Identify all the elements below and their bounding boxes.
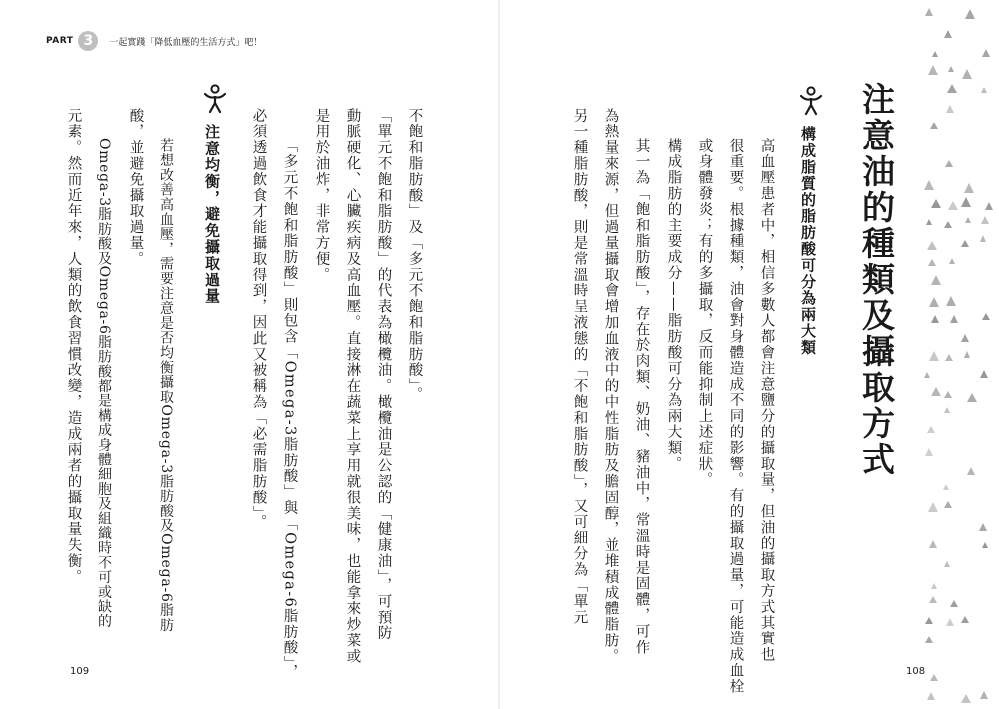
decor-triangle	[965, 217, 971, 223]
body-column: 很重要。根據種類，油會對身體造成不同的影響。有的攝取過量，可能造成血栓	[727, 138, 744, 695]
decor-triangle	[961, 694, 971, 703]
page-number-left: 109	[70, 666, 90, 677]
decor-triangle	[980, 235, 986, 242]
part-number-badge: 3	[78, 31, 98, 51]
decor-triangle	[926, 219, 932, 225]
decor-triangle	[950, 315, 958, 323]
decor-triangle	[927, 426, 935, 433]
decor-triangle	[961, 197, 971, 207]
decor-triangle	[944, 501, 952, 508]
decor-triangle	[949, 258, 955, 264]
part-label: PART	[46, 36, 74, 46]
person-icon	[202, 84, 228, 114]
decor-triangle	[930, 122, 938, 129]
decor-triangle	[961, 616, 969, 623]
decor-triangle	[982, 49, 990, 57]
page-gutter	[498, 0, 500, 709]
body-column: 高血壓患者中，相信多數人都會注意鹽分的攝取量，但油的攝取方式其實也	[758, 138, 775, 663]
decor-triangle	[931, 315, 939, 323]
decor-triangle	[925, 617, 933, 624]
decor-triangle	[928, 502, 938, 512]
body-column: 「多元不飽和脂肪酸」則包含「Omega-3脂肪酸」與「Omega-6脂肪酸」，	[281, 138, 298, 681]
decor-triangle	[931, 199, 941, 208]
body-column: 酸，並避免攝取過量。	[127, 108, 144, 267]
body-column: 若想改善高血壓，需要注意是否均衡攝取Omega-3脂肪酸及Omega-6脂肪	[158, 138, 174, 633]
decor-triangle	[950, 600, 958, 607]
decor-triangle	[927, 692, 935, 700]
body-column: 其一為「飽和脂肪酸」，存在於肉類、奶油、豬油中，常溫時是固體，可作	[633, 138, 650, 656]
decor-triangle	[967, 467, 975, 475]
body-column: 「單元不飽和脂肪酸」的代表為橄欖油。橄欖油是公認的「健康油」，可預防	[375, 108, 392, 642]
decor-triangle	[981, 216, 989, 224]
decor-triangle	[924, 372, 930, 378]
decor-triangle	[931, 275, 941, 285]
section-subheading: 構成脂質的脂肪酸可分為兩大類	[799, 126, 817, 356]
body-column: 不飽和脂肪酸」及「多元不飽和脂肪酸」。	[406, 108, 423, 403]
decor-triangle	[947, 84, 957, 93]
decor-triangle	[946, 105, 954, 113]
decor-triangle	[948, 66, 954, 72]
decor-triangle	[982, 542, 988, 548]
page-title: 注意油的種類及攝取方式	[857, 82, 896, 478]
person-icon	[798, 86, 824, 116]
decor-triangle	[944, 561, 950, 567]
chapter-title: 一起實踐「降低血壓的生活方式」吧！	[109, 37, 263, 48]
decor-triangle	[979, 523, 987, 531]
decor-triangle	[962, 69, 972, 79]
decor-triangle	[925, 8, 933, 16]
decor-triangle	[931, 387, 941, 396]
body-column: 另一種脂肪酸，則是常溫時呈液態的「不飽和脂肪酸」，又可細分為「單元	[571, 108, 588, 626]
decor-triangle	[946, 618, 954, 626]
decor-triangle	[929, 596, 937, 603]
decor-triangle	[961, 334, 969, 342]
section-subheading: 注意均衡，避免攝取過量	[203, 124, 221, 305]
body-column: 構成脂肪的主要成分——脂肪酸可分為兩大類。	[665, 138, 682, 472]
decor-triangle	[944, 391, 952, 398]
decor-triangle	[964, 351, 970, 358]
decor-triangle	[943, 484, 949, 490]
decor-triangle	[932, 51, 938, 57]
running-header	[46, 30, 262, 52]
decor-triangle	[924, 180, 934, 190]
decor-triangle	[948, 201, 958, 210]
decor-triangle	[961, 240, 969, 247]
triangle-pattern	[920, 0, 999, 709]
decor-triangle	[925, 636, 933, 643]
page-number-right: 108	[906, 666, 926, 677]
decor-triangle	[980, 370, 988, 378]
decor-triangle	[929, 297, 939, 307]
decor-triangle	[945, 160, 953, 167]
decor-triangle	[967, 393, 977, 402]
decor-triangle	[980, 691, 988, 699]
decor-triangle	[981, 87, 987, 93]
body-column: 必須透過飲食才能攝取得到，因此又被稱為「必需脂肪酸」。	[250, 108, 267, 531]
decor-triangle	[944, 221, 952, 228]
decor-triangle	[931, 583, 937, 589]
decor-triangle	[964, 183, 974, 193]
body-column: 是用於油炸，非常方便。	[313, 108, 330, 283]
decor-triangle	[945, 354, 953, 361]
body-column: 動脈硬化、心臟疾病及高血壓。直接淋在蔬菜上享用就很美味，也能拿來炒菜或	[344, 108, 361, 665]
body-column: 為熱量來源，但過量攝取會增加血液中的中性脂肪及膽固醇，並堆積成體脂肪。	[602, 108, 619, 665]
decor-triangle	[929, 351, 939, 361]
body-column: 或身體發炎；有的多攝取，反而能抑制上述症狀。	[696, 138, 713, 488]
decor-triangle	[927, 241, 937, 250]
decor-triangle	[925, 448, 933, 456]
body-column: 元素。然而近年來，人類的飲食習慣改變，造成兩者的攝取量失衡。	[65, 108, 82, 585]
decor-triangle	[944, 407, 950, 413]
decor-triangle	[928, 65, 938, 75]
decor-triangle	[928, 259, 936, 266]
decor-triangle	[944, 30, 952, 38]
decor-triangle	[985, 202, 993, 210]
decor-triangle	[930, 674, 938, 681]
body-column: Omega-3脂肪酸及Omega-6脂肪酸都是構成身體細胞及組織時不可或缺的	[96, 138, 112, 629]
decor-triangle	[946, 296, 956, 306]
decor-triangle	[965, 9, 975, 19]
decor-triangle	[982, 313, 990, 320]
decor-triangle	[929, 540, 937, 548]
